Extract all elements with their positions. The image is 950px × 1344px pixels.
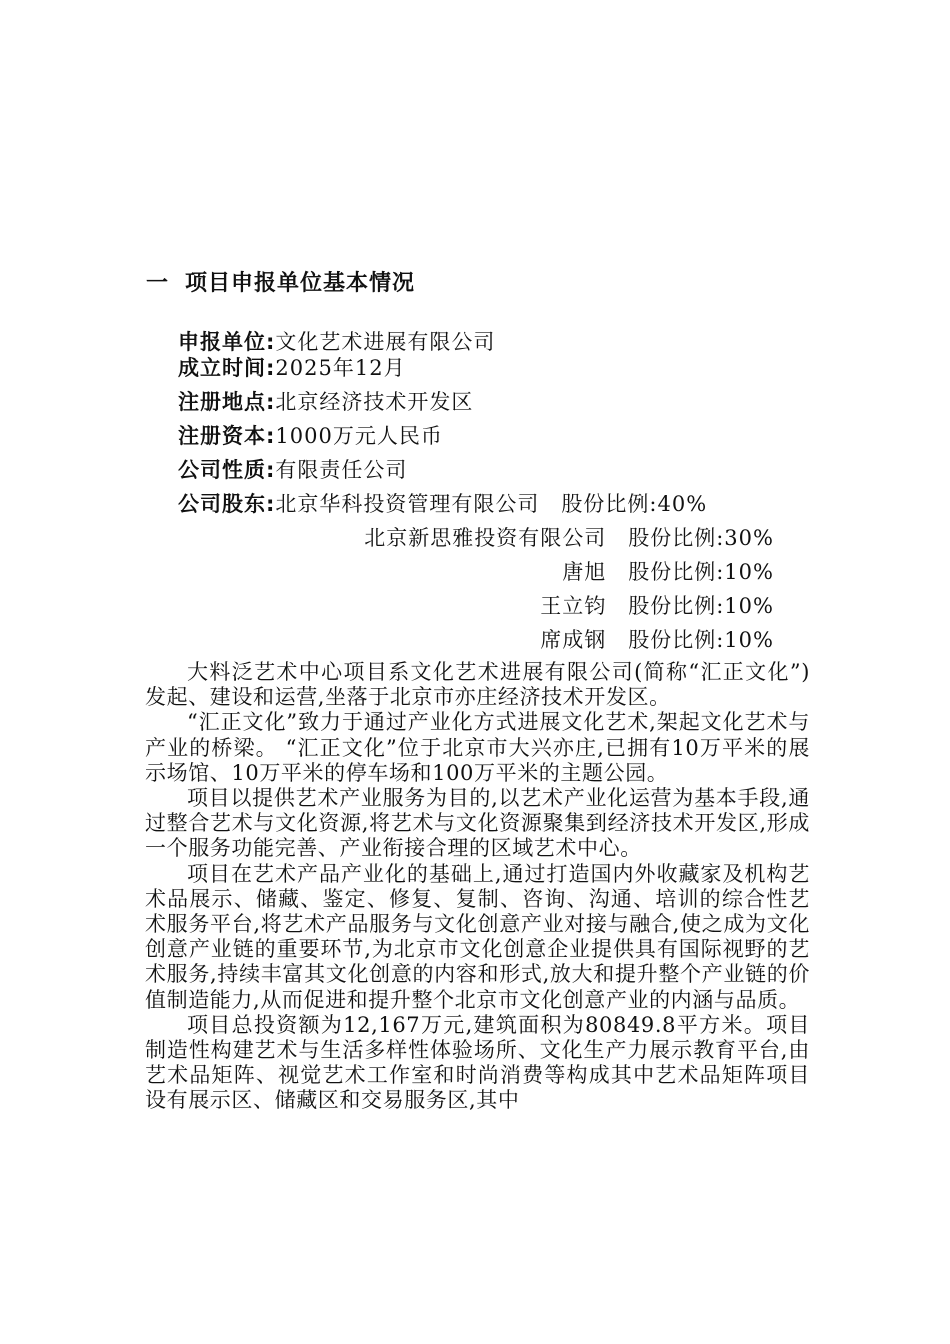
- info-row-nature: [178, 456, 407, 484]
- capital-label: 注册资本:: [178, 424, 276, 448]
- shareholder-row: [364, 524, 774, 552]
- shareholder-name: 北京华科投资管理有限公司: [275, 492, 540, 516]
- paragraph: 项目以提供艺术产业服务为目的,以艺术产业化运营为基本手段,通过整合艺术与文化资源,将艺术与文化资源聚集到经济技术开发区,形成一个服务功能完善、产业衔接合理的区域艺术中心。: [145, 786, 810, 861]
- unit-value: 文化艺术进展有限公司: [275, 330, 496, 354]
- shareholder-name: 北京新思雅投资有限公司: [364, 526, 607, 550]
- paragraph: 项目在艺术产品产业化的基础上,通过打造国内外收藏家及机构艺术品展示、储藏、鉴定、修复、复制、咨询、沟通、培训的综合性艺术服务平台,将艺术产品服务与文化创意产业对接与融合,使之成为文化创意产业链的重要环节,为北京市文化创意企业提供具有国际视野的艺术服务,持续丰富其文化创意的内容和形式,放大和提升整个产业链的价值制造能力,从而促进和提升整个北京市文化创意产业的内涵与品质。: [145, 861, 810, 1012]
- info-row-capital: [178, 422, 443, 450]
- address-value: 北京经济技术开发区: [275, 390, 474, 414]
- shareholder-ratio: 股份比例:10%: [628, 628, 774, 652]
- body-text: [145, 660, 810, 1114]
- shareholder-row: [562, 558, 774, 586]
- section-heading: [146, 266, 415, 297]
- shareholder-row: [540, 626, 774, 654]
- nature-label: 公司性质:: [178, 458, 276, 482]
- shareholder-name: 王立钧: [540, 594, 607, 618]
- shareholder-row: [540, 592, 774, 620]
- nature-value: 有限责任公司: [275, 458, 408, 482]
- paragraph: 项目总投资额为12,167万元,建筑面积为80849.8平方米。项目制造性构建艺术与生活多样性体验场所、文化生产力展示教育平台,由艺术品矩阵、视觉艺术工作室和时尚消费等构成其中艺术品矩阵项目设有展示区、储藏区和交易服务区,其中: [145, 1012, 810, 1113]
- shareholders-label: 公司股东:: [178, 492, 276, 516]
- shareholder-name: 唐旭: [562, 560, 607, 584]
- shareholder-ratio: 股份比例:10%: [628, 594, 774, 618]
- shareholder-ratio: 股份比例:40%: [561, 492, 708, 516]
- founded-value: 2025年12月: [275, 356, 406, 380]
- unit-label: 申报单位:: [178, 330, 276, 354]
- paragraph: 大料泛艺术中心项目系文化艺术进展有限公司(简称“汇正文化”)发起、建设和运营,坐落于北京市亦庄经济技术开发区。: [145, 660, 810, 710]
- shareholder-row: [178, 490, 707, 518]
- shareholder-ratio: 股份比例:30%: [628, 526, 774, 550]
- address-label: 注册地点:: [178, 390, 276, 414]
- info-row-address: [178, 388, 473, 416]
- section-title: 项目申报单位基本情况: [185, 271, 416, 296]
- info-row-unit: [178, 328, 495, 356]
- section-number: 一: [146, 271, 170, 296]
- info-row-founded: [178, 354, 406, 382]
- capital-value: 1000万元人民币: [275, 424, 443, 448]
- shareholder-ratio: 股份比例:10%: [628, 560, 774, 584]
- paragraph: “汇正文化”致力于通过产业化方式进展文化艺术,架起文化艺术与产业的桥梁。 “汇正文化”位于北京市大兴亦庄,已拥有10万平米的展示场馆、10万平米的停车场和100万平米的主题公园。: [145, 710, 810, 785]
- shareholder-name: 席成钢: [540, 628, 607, 652]
- founded-label: 成立时间:: [178, 356, 276, 380]
